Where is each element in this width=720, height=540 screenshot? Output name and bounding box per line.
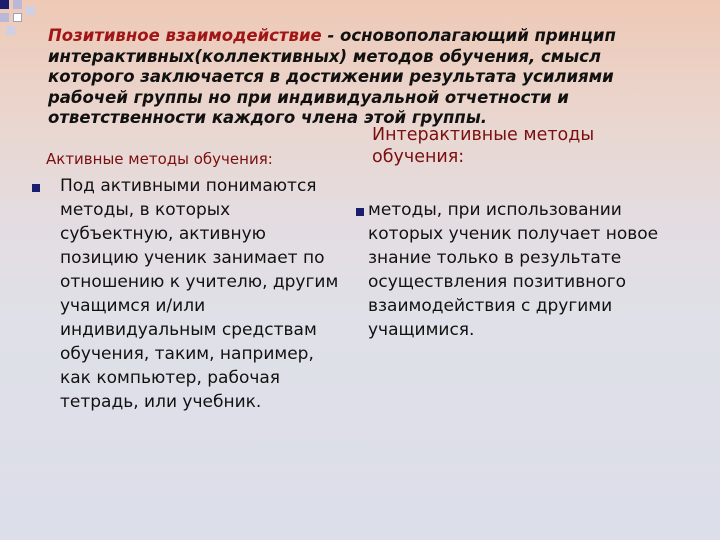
text-line: знание только в результате xyxy=(368,248,622,268)
quote-line: интерактивных(коллективных) методов обучения, смысл xyxy=(48,46,602,66)
text-line: учащимся и/или xyxy=(60,296,206,316)
corner-square-icon xyxy=(6,26,15,35)
text-line: как компьютер, рабочая xyxy=(60,368,281,388)
text-line: взаимодействия с другими xyxy=(368,296,613,316)
text-line: тетрадь, или учебник. xyxy=(60,392,262,412)
quote-line: ответственности каждого члена этой группы. xyxy=(48,108,488,127)
heading-line: Интерактивные методы xyxy=(372,125,595,145)
active-methods-heading: Активные методы обучения: xyxy=(46,150,273,168)
quote-line: которого заключается в достижении результата усилиями xyxy=(48,67,614,86)
corner-square-icon xyxy=(13,0,22,9)
text-line: учащимися. xyxy=(368,320,475,340)
corner-square-icon xyxy=(13,13,22,22)
quote-line: - основополагающий принцип xyxy=(321,26,616,45)
text-line: отношению к учителю, другим xyxy=(60,272,339,292)
text-line: индивидуальным средствам xyxy=(60,320,317,340)
text-line: позицию ученик занимает по xyxy=(60,248,325,268)
text-line: Под активными понимаются xyxy=(60,176,317,196)
quote-highlight: Позитивное взаимодействие xyxy=(48,26,322,45)
text-line: методы, при использовании xyxy=(368,200,622,220)
interactive-methods-heading xyxy=(372,124,652,168)
corner-square-icon xyxy=(0,0,9,9)
active-methods-description xyxy=(60,174,350,414)
corner-square-icon xyxy=(0,13,9,22)
quote-line: рабочей группы но при индивидуальной отчетности и xyxy=(48,87,569,107)
interactive-methods-description xyxy=(368,198,708,342)
text-line: обучения, таким, например, xyxy=(60,344,314,364)
text-line: которых ученик получает новое xyxy=(368,224,659,244)
square-bullet-icon xyxy=(32,184,40,192)
intro-quote xyxy=(48,26,638,129)
text-line: субъектную, активную xyxy=(60,224,266,244)
square-bullet-icon xyxy=(356,208,364,216)
heading-line: обучения: xyxy=(372,147,465,167)
corner-square-icon xyxy=(26,6,35,15)
text-line: осуществления позитивного xyxy=(368,272,627,292)
text-line: методы, в которых xyxy=(60,200,231,220)
